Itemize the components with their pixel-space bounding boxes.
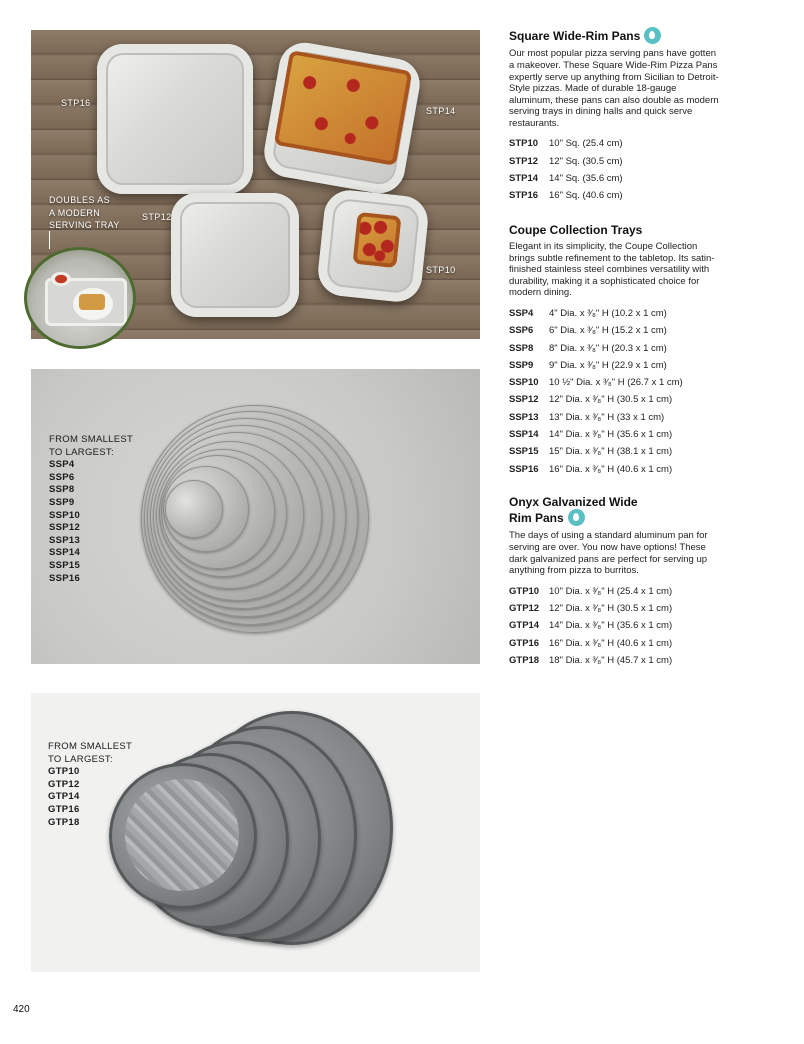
spec-row bbox=[509, 153, 789, 170]
inset-sandwich bbox=[79, 294, 105, 310]
spec-size: 10 ½" Dia. x ³⁄₈" H (26.7 x 1 cm) bbox=[549, 377, 683, 389]
galv-caption-heading-2: TO LARGEST: bbox=[48, 753, 113, 765]
coupe-caption-item: SSP14 bbox=[49, 547, 81, 559]
spec-code: GTP10 bbox=[509, 585, 540, 597]
galv-caption-item: GTP14 bbox=[48, 791, 80, 803]
galv-caption-item: GTP18 bbox=[48, 816, 80, 828]
coupe-caption bbox=[49, 434, 133, 585]
spec-size: 8" Dia. x ³⁄₈" H (20.3 x 1 cm) bbox=[549, 342, 667, 354]
coupe-caption-item: SSP13 bbox=[49, 534, 81, 546]
spec-code: STP12 bbox=[509, 155, 539, 167]
spec-code: STP10 bbox=[509, 138, 539, 150]
coupe-caption-item: SSP9 bbox=[49, 496, 75, 508]
spec-size: 16" Sq. (40.6 cm) bbox=[549, 190, 623, 202]
spec-code: GTP18 bbox=[509, 654, 540, 666]
coupe-caption-item: SSP16 bbox=[49, 572, 81, 584]
coupe-caption-item: SSP12 bbox=[49, 522, 81, 534]
galvanized-caption bbox=[48, 741, 132, 829]
spec-size: 16" Dia. x ³⁄₈" H (40.6 x 1 cm) bbox=[549, 463, 673, 475]
spec-code: SSP14 bbox=[509, 429, 539, 441]
galv-caption-item: GTP10 bbox=[48, 766, 80, 778]
spec-code: GTP12 bbox=[509, 603, 540, 614]
spec-row bbox=[509, 426, 789, 443]
spec-row bbox=[509, 357, 789, 374]
gtp10-pan-center bbox=[125, 779, 239, 891]
coupe-trays-section bbox=[509, 222, 789, 478]
square-pans-section bbox=[509, 28, 789, 205]
galvanized-title-line-2: Rim Pans bbox=[509, 511, 564, 525]
coupe-trays-photo bbox=[31, 369, 480, 664]
spec-code: GTP16 bbox=[509, 637, 540, 649]
spec-code: STP16 bbox=[509, 190, 539, 202]
spec-row bbox=[509, 600, 789, 617]
stp16-pan bbox=[97, 44, 253, 194]
coupe-caption-item: SSP15 bbox=[49, 559, 81, 571]
spec-size: 15" Dia. x ³⁄₈" H (38.1 x 1 cm) bbox=[549, 446, 673, 458]
water-drop-icon bbox=[644, 27, 661, 44]
coupe-caption-item: SSP8 bbox=[49, 484, 75, 496]
spec-code: SSP12 bbox=[509, 394, 539, 406]
galv-caption-item: GTP16 bbox=[48, 803, 80, 815]
spec-size: 6" Dia. x ³⁄₈" H (15.2 x 1 cm) bbox=[549, 325, 667, 337]
stp12-pan bbox=[171, 193, 299, 317]
label-stp12: STP12 bbox=[142, 212, 172, 222]
galv-caption-item: GTP12 bbox=[48, 778, 80, 790]
spec-code: SSP6 bbox=[509, 325, 534, 337]
label-stp10: STP10 bbox=[426, 265, 456, 275]
spec-row bbox=[509, 305, 789, 322]
coupe-trays-description: Elegant in its simplicity, the Coupe Collection brings subtle refinement to the tabletop. Its satin-finished stainless steel combines versatility with durability, making it a sophisticated choice for modern dining. bbox=[509, 241, 715, 299]
spec-row bbox=[509, 187, 789, 204]
ssp4-tray bbox=[165, 480, 223, 538]
spec-size: 4" Dia. x ³⁄₈" H (10.2 x 1 cm) bbox=[549, 307, 667, 319]
label-stp16: STP16 bbox=[61, 98, 91, 108]
square-pans-description: Our most popular pizza serving pans have gotten a makeover. These Square Wide-Rim Pizza Pans expertly serve up anything from Sicilian to Detroit-Style pizzas. Made of durable 18-gauge aluminum, these pans can also double as modern serving trays in dining halls and quick serve restaurants. bbox=[509, 48, 719, 129]
spec-row bbox=[509, 652, 789, 669]
spec-row bbox=[509, 135, 789, 152]
spec-size: 12" Sq. (30.5 cm) bbox=[549, 155, 623, 167]
coupe-caption-item: SSP10 bbox=[49, 509, 81, 521]
square-pans-title bbox=[509, 28, 789, 45]
spec-code: SSP8 bbox=[509, 342, 534, 354]
galvanized-title-line-1: Onyx Galvanized Wide bbox=[509, 495, 638, 509]
tray-callout-line-3: SERVING TRAY bbox=[49, 220, 120, 230]
spec-size: 12" Dia. x ³⁄₈" H (30.5 x 1 cm) bbox=[549, 394, 673, 406]
spec-size: 16" Dia. x ³⁄₈" H (40.6 x 1 cm) bbox=[549, 637, 673, 649]
galv-caption-heading-1: FROM SMALLEST bbox=[48, 741, 133, 752]
spec-row bbox=[509, 322, 789, 339]
spec-row bbox=[509, 391, 789, 408]
tray-callout bbox=[49, 194, 120, 232]
callout-line bbox=[49, 231, 50, 249]
spec-row bbox=[509, 409, 789, 426]
spec-size: 14" Sq. (35.6 cm) bbox=[549, 173, 623, 185]
spec-row bbox=[509, 461, 789, 478]
galvanized-pans-section bbox=[509, 494, 789, 669]
tray-callout-line-2: A MODERN bbox=[49, 207, 101, 218]
spec-code: SSP9 bbox=[509, 359, 534, 371]
spec-code: GTP14 bbox=[509, 620, 540, 632]
spec-size: 14" Dia. x ³⁄₈" H (35.6 x 1 cm) bbox=[549, 620, 673, 632]
page-number: 420 bbox=[13, 1004, 30, 1015]
spec-code: STP14 bbox=[509, 173, 539, 185]
coupe-caption-heading-1: FROM SMALLEST bbox=[49, 434, 134, 445]
spec-row bbox=[509, 443, 789, 460]
spec-size: 14" Dia. x ³⁄₈" H (35.6 x 1 cm) bbox=[549, 429, 673, 441]
pizza-slice-image bbox=[352, 212, 401, 268]
inset-soup-bowl bbox=[51, 272, 71, 286]
spec-size: 9" Dia. x ³⁄₈" H (22.9 x 1 cm) bbox=[549, 359, 667, 371]
spec-size: 10" Dia. x ³⁄₈" H (25.4 x 1 cm) bbox=[549, 585, 673, 597]
galvanized-pans-description: The days of using a standard aluminum pan for serving are over. You now have options! These dark galvanized pans are perfect for serving up anything from pizza to burritos. bbox=[509, 530, 708, 577]
spec-size: 18" Dia. x ³⁄₈" H (45.7 x 1 cm) bbox=[549, 654, 673, 666]
spec-code: SSP10 bbox=[509, 377, 539, 389]
galvanized-pans-photo bbox=[31, 693, 480, 972]
spec-code: SSP16 bbox=[509, 463, 539, 475]
spec-row bbox=[509, 170, 789, 187]
spec-code: SSP15 bbox=[509, 446, 539, 458]
coupe-caption-item: SSP4 bbox=[49, 459, 75, 471]
spec-size: 10" Sq. (25.4 cm) bbox=[549, 138, 623, 150]
water-drop-icon bbox=[568, 509, 585, 526]
serving-tray-inset-photo bbox=[24, 247, 136, 349]
spec-size: 13" Dia. x ³⁄₈" H (33 x 1 cm) bbox=[549, 411, 665, 423]
coupe-caption-heading-2: TO LARGEST: bbox=[49, 446, 114, 458]
spec-size: 12" Dia. x ³⁄₈" H (30.5 x 1 cm) bbox=[549, 603, 673, 614]
spec-row bbox=[509, 635, 789, 652]
spec-row bbox=[509, 583, 789, 600]
spec-row bbox=[509, 617, 789, 634]
label-stp14: STP14 bbox=[426, 106, 456, 116]
spec-code: SSP4 bbox=[509, 307, 534, 319]
coupe-caption-item: SSP6 bbox=[49, 471, 75, 483]
spec-row bbox=[509, 340, 789, 357]
spec-row bbox=[509, 374, 789, 391]
galvanized-pans-title bbox=[509, 494, 789, 527]
coupe-trays-title: Coupe Collection Trays bbox=[509, 223, 643, 237]
spec-code: SSP13 bbox=[509, 411, 539, 423]
square-pans-title-text: Square Wide-Rim Pans bbox=[509, 29, 641, 43]
tray-callout-line-1: DOUBLES AS bbox=[49, 195, 111, 205]
